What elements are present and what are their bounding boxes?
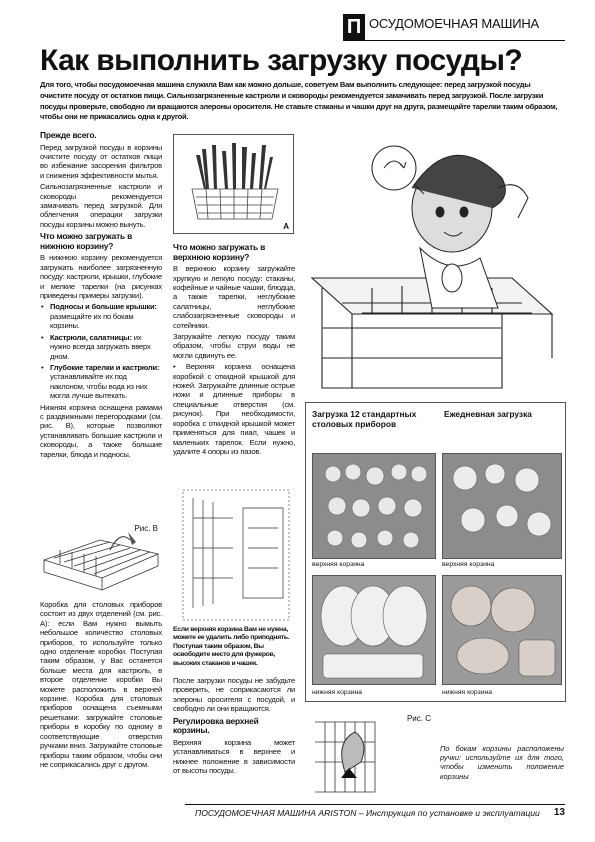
bullet-head: Кастрюли, салатницы:: [50, 332, 132, 342]
page-title: Как выполнить загрузку посуды?: [40, 44, 523, 77]
bullet-list: [40, 302, 162, 400]
upper-basket-12-settings-photo: [312, 453, 436, 559]
list-item: [40, 363, 162, 401]
list-item: [40, 333, 162, 361]
figure-b-label: Рис. B: [134, 524, 158, 533]
paragraph: После загрузки посуды не забудьте проверить, не соприкасаются ли элероны оросителя с посудой, и свободно ли они вращаются.: [173, 676, 295, 714]
woman-dishwasher-illustration: [302, 128, 566, 398]
paragraph: Нижняя корзина оснащена рамами с раздвижными перегородками (см. рис. B), которые позволяют устанавливать большие кастрюли и сковороды, а также большие тарелки, блюда и подносы.: [40, 402, 162, 459]
column-left: [40, 128, 162, 461]
figure-b: [40, 520, 162, 592]
paragraph: Загружайте легкую посуду таким образом, чтобы струи воды не могли сдвинуть ее.: [173, 332, 295, 360]
section-title: ОСУДОМОЕЧНАЯ МАШИНА: [369, 16, 540, 31]
basket-height-adjust-illustration: [305, 712, 433, 796]
list-item: [40, 302, 162, 330]
footer-rule: [185, 804, 565, 805]
paragraph: В нижнюю корзину рекомендуется загружать наиболее загрязненную посуду: кастрюли, крышки, глубокие и мелкие тарелки (на рисунках приведены примеры загрузки).: [40, 253, 162, 301]
lower-basket-daily-photo: [442, 575, 562, 685]
cutlery-basket-illustration: [174, 135, 294, 234]
upper-basket-label-right: верхняя корзина: [442, 561, 495, 568]
column-middle: [173, 240, 295, 458]
paragraph: Перед загрузкой посуды в корзины очистите посуду от остатков пищи во избежание засорения фильтров и снижения эффективности мытья.: [40, 142, 162, 180]
paragraph: Коробка для столовых приборов состоит из двух отделений (см. рис. A): если Вам нужно вымыть небольшое количество столовых приборов, то используйте только одно отделение коробки. Поступая таким образом, у Вас останется больше места для кастрюль, в второе отделение коробки Вы можете расположить в верхней корзине. Коробка для столовых приборов оснащена съемными решетками: загружайте столовые приборы в коробку по одному в соответствующие отверстия ручками вниз. Загружайте столовые приборы таким образом, чтобы они не соприкасались друг с другом.: [40, 600, 162, 769]
lower-basket-label-left: нижняя корзина: [312, 689, 363, 696]
footer-text: ПОСУДОМОЕЧНАЯ МАШИНА ARISTON – Инструкция по установке и эксплуатации: [195, 808, 540, 818]
column-left-bottom: [40, 600, 162, 771]
paragraph: Верхняя корзина может устанавливаться в верхнее и нижнее положение в зависимости от высоты посуды.: [173, 737, 295, 776]
panel-title-left: Загрузка 12 стандартных столовых приборов: [312, 409, 417, 429]
page-number: 13: [553, 807, 565, 818]
loading-examples-panel: [305, 402, 566, 702]
figure-upper-basket-caption: Если верхняя корзина Вам не нужна, можете ее удалить либо приподнять. Поступая таким образом, Вы освободите место для фужеров, высоких стаканов и чашек.: [173, 626, 290, 667]
heading-first: Прежде всего.: [40, 130, 97, 140]
figure-a-label: A: [283, 222, 289, 231]
column-middle-bottom: [173, 676, 295, 777]
bullet-head: Глубокие тарелки и кастрюли:: [50, 362, 160, 372]
basket-removal-illustration: [173, 488, 296, 624]
lower-basket-12-settings-photo: [312, 575, 436, 685]
upper-basket-label-left: верхняя корзина: [312, 561, 365, 568]
paragraph: Сильнозагрязненные кастрюли и сковороды рекомендуется замачивать перед загрузкой. Для облегчения операции загрузки посуды корзины можно вынуть.: [40, 182, 162, 229]
heading-lower-basket: Что можно загружать в нижнюю корзину?: [40, 231, 133, 251]
paragraph: В верхнюю корзину загружайте хрупкую и легкую посуду: стаканы, кофейные и чайные чашки, блюдца, а также тарелки, неглубокие салатницы, неглубокие слабозагрязненные сковороды и сотейники.: [173, 264, 295, 330]
page-footer: [195, 808, 565, 818]
section-letter: П: [343, 14, 365, 40]
figure-upper-basket: [173, 488, 296, 624]
figure-a: [173, 134, 294, 234]
heading-upper-basket: Что можно загружать в верхнюю корзину?: [173, 242, 266, 262]
figure-c-label: Рис. C: [406, 714, 431, 723]
handles-side-note: По бокам корзины расположены ручки: используйте их для того, чтобы изменить положение корзины: [440, 744, 564, 781]
intro-paragraph: Для того, чтобы посудомоечная машина служила Вам как можно дольше, советуем Вам выполнить следующее: перед загрузкой посуды очистите посуду от остатков пищи. Сильнозагрязненные кастрюли и сковороды рекомендуется замачивать перед загрузкой. После загрузки посуды проверьте, свободно ли вращаются элероны оросителя. Не ставьте стаканы и чашки друг на друга, размещайте тарелки таким образом, чтобы они не прикасались одна к другой.: [40, 80, 558, 122]
header-rule: [343, 40, 565, 41]
bullet-head: Подносы и большие крышки:: [50, 302, 157, 312]
bullet-text: устанавливайте их под наклоном, чтобы вода из них могла лучше вытекать.: [50, 372, 148, 401]
panel-title-right: Ежедневная загрузка: [444, 409, 532, 419]
paragraph: • Верхняя корзина оснащена коробкой с откидной крышкой для ножей. Загружайте длинные острые ножи и длинные приборы в специальные отверстия (см. рисунок). При необходимости, коробка с откидной крышкой может применяться для пиал, чашек и маленьких тарелок. Если нужно, удалите 4 опоры из пазов.: [173, 362, 295, 456]
figure-c: [305, 712, 433, 796]
upper-basket-daily-photo: [442, 453, 562, 559]
heading-upper-adjust: Регулировка верхней корзины.: [173, 715, 259, 736]
bullet-text: размещайте их по бокам корзины.: [50, 311, 134, 331]
bullet-text: их нужно всегда загружать вверх дном.: [50, 332, 151, 361]
lower-basket-label-right: нижняя корзина: [442, 689, 493, 696]
